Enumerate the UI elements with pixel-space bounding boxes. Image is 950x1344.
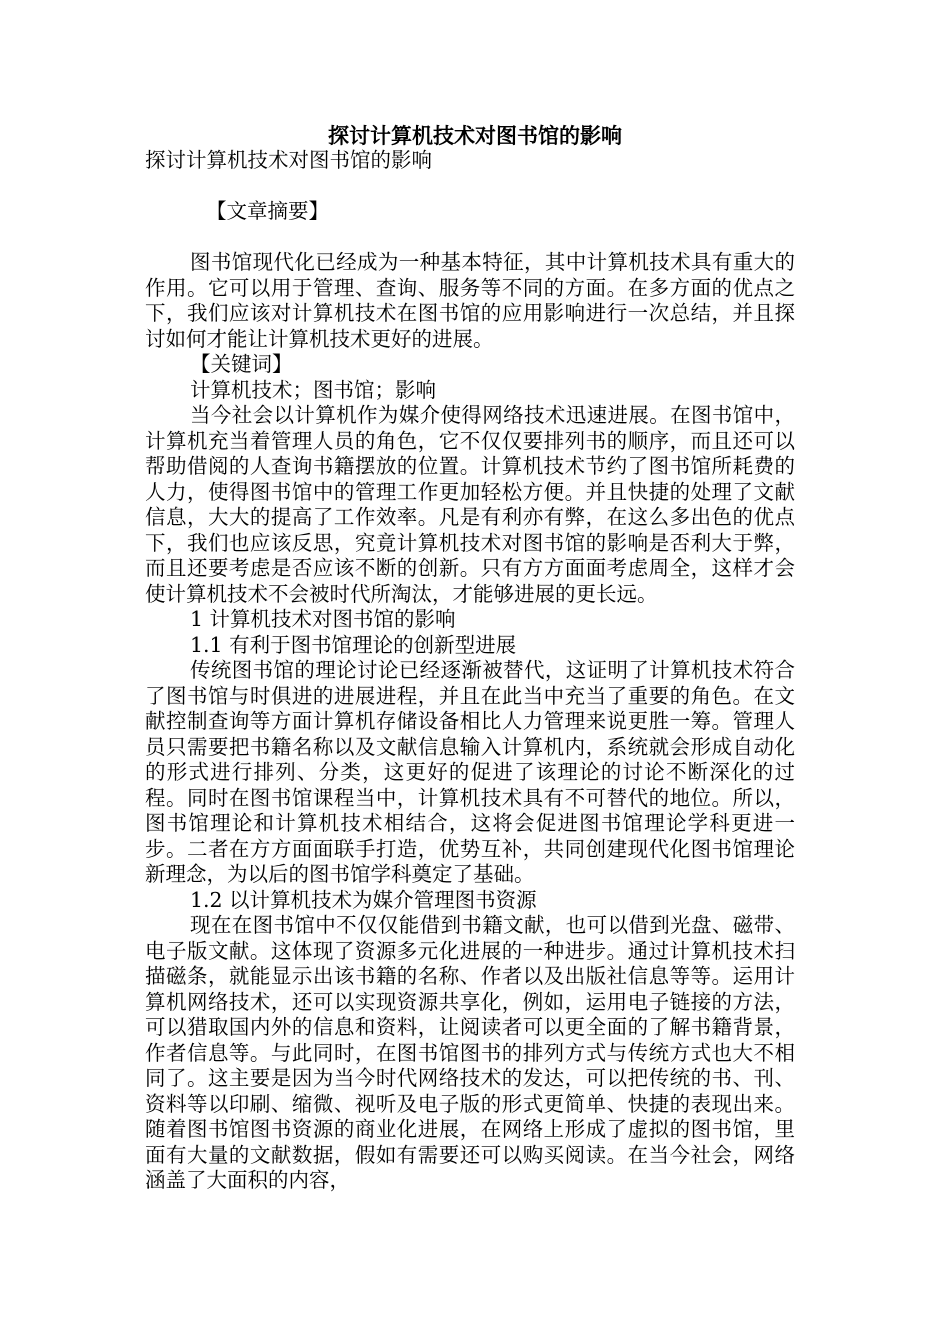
section-heading-1: 1 计算机技术对图书馆的影响 xyxy=(190,607,456,631)
keywords-heading: 【关键词】 xyxy=(190,352,293,376)
section-paragraph-1-1: 传统图书馆的理论讨论已经逐渐被替代，这证明了计算机技术符合了图书馆与时俱进的进展进程，并且在此当中充当了重要的角色。在文献控制查询等方面计算机存储设备相比人力管理来说更胜一筹。管理人员只需要把书籍名称以及文献信息输入计算机内，系统就会形成自动化的形式进行排列、分类，这更好的促进了该理论的讨论不断深化的过程。同时在图书馆课程当中，计算机技术具有不可替代的地位。所以，图书馆理论和计算机技术相结合，这将会促进图书馆理论学科更进一步。二者在方方面面联手打造，优势互补，共同创建现代化图书馆理论新理念，为以后的图书馆学科奠定了基础。 xyxy=(145,658,795,886)
document-body xyxy=(145,148,795,1194)
section-heading-1-2: 1.2 以计算机技术为媒介管理图书资源 xyxy=(190,887,537,912)
abstract-paragraph: 图书馆现代化已经成为一种基本特征，其中计算机技术具有重大的作用。它可以用于管理、查询、服务等不同的方面。在多方面的优点之下，我们应该对计算机技术在图书馆的应用影响进行一次总结，并且探讨如何才能让计算机技术更好的进展。 xyxy=(145,250,795,351)
section-heading-1-1: 1.1 有利于图书馆理论的创新型进展 xyxy=(190,632,517,657)
abstract-heading: 【文章摘要】 xyxy=(206,199,329,223)
keywords-text: 计算机技术；图书馆；影响 xyxy=(190,377,436,402)
document-title: 探讨计算机技术对图书馆的影响 xyxy=(328,124,622,148)
section-paragraph-1-2: 现在在图书馆中不仅仅能借到书籍文献，也可以借到光盘、磁带、电子版文献。这体现了资源多元化进展的一种进步。通过计算机技术扫描磁条，就能显示出该书籍的名称、作者以及出版社信息等等。运用计算机网络技术，还可以实现资源共享化，例如，运用电子链接的方法，可以猎取国内外的信息和资料，让阅读者可以更全面的了解书籍背景，作者信息等。与此同时，在图书馆图书的排列方式与传统方式也大不相同了。这主要是因为当今时代网络技术的发达，可以把传统的书、刊、资料等以印刷、缩微、视听及电子版的形式更简单、快捷的表现出来。随着图书馆图书资源的商业化进展，在网络上形成了虚拟的图书馆，里面有大量的文献数据，假如有需要还可以购买阅读。在当今社会，网络涵盖了大面积的内容， xyxy=(145,913,795,1192)
document-subtitle: 探讨计算机技术对图书馆的影响 xyxy=(145,148,432,172)
intro-paragraph: 当今社会以计算机作为媒介使得网络技术迅速进展。在图书馆中，计算机充当着管理人员的角色，它不仅仅要排列书的顺序，而且还可以帮助借阅的人查询书籍摆放的位置。计算机技术节约了图书馆所耗费的人力，使得图书馆中的管理工作更加轻松方便。并且快捷的处理了文献信息，大大的提高了工作效率。凡是有利亦有弊，在这么多出色的优点下，我们也应该反思，究竟计算机技术对图书馆的影响是否利大于弊，而且还要考虑是否应该不断的创新。只有方方面面考虑周全，这样才会使计算机技术不会被时代所淘汰，才能够进展的更长远。 xyxy=(145,403,795,606)
